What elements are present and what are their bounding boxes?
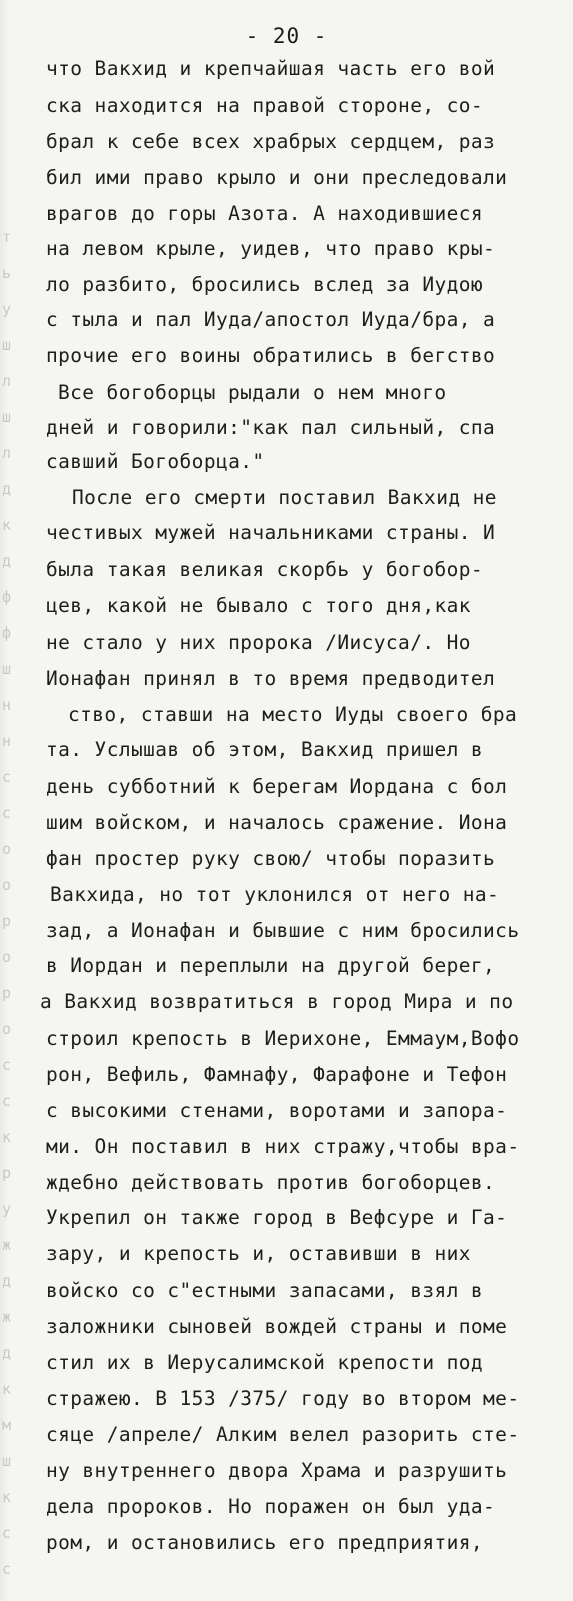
text-line: строил крепость в Иерихоне, Еммаум,Вофо bbox=[46, 1027, 520, 1050]
margin-mark: т bbox=[2, 228, 12, 246]
margin-mark: ж bbox=[2, 1308, 12, 1326]
margin-mark: к bbox=[2, 1488, 12, 1506]
margin-mark: л bbox=[2, 444, 12, 462]
text-line: та. Услышав об этом, Вакхид пришел в bbox=[46, 738, 484, 761]
margin-mark: ш bbox=[2, 660, 12, 678]
margin-mark: у bbox=[2, 300, 12, 318]
text-line: а Вакхид возвратиться в город Мира и по bbox=[40, 990, 514, 1013]
margin-mark: д bbox=[2, 1272, 12, 1290]
text-line: Все богоборцы рыдали о нем много bbox=[58, 381, 447, 404]
text-line: цев, какой не бывало с того дня,как bbox=[46, 594, 471, 617]
margin-mark: о bbox=[2, 948, 12, 966]
text-line: была такая великая скорбь у богобор- bbox=[46, 558, 484, 581]
text-line: дней и говорили:"как пал сильный, спа bbox=[46, 416, 496, 439]
text-line: войско со с"естными запасами, взял в bbox=[46, 1279, 484, 1302]
margin-mark: к bbox=[2, 516, 12, 534]
margin-mark: р bbox=[2, 912, 12, 930]
text-line: фан простер руку свою/ чтобы поразить bbox=[46, 847, 496, 870]
margin-mark: к bbox=[2, 1128, 12, 1146]
text-line: с тыла и пал Иуда/апостол Иуда/бра, а bbox=[46, 308, 496, 331]
text-line: дела пророков. Но поражен он был уда- bbox=[46, 1495, 496, 1518]
text-line: заложники сыновей вождей страны и поме bbox=[46, 1315, 508, 1338]
text-line: савший Богоборца." bbox=[46, 450, 265, 473]
text-line: врагов до горы Азота. А находившиеся bbox=[46, 202, 484, 225]
text-line: ми. Он поставил в них стражу,чтобы вра- bbox=[46, 1135, 520, 1158]
text-line: шим войском, и началось сражение. Иона bbox=[46, 811, 508, 834]
text-line: Вакхида, но тот уклонился от него на- bbox=[50, 883, 500, 906]
margin-mark: у bbox=[2, 1200, 12, 1218]
text-line: прочие его воины обратились в бегство bbox=[46, 344, 496, 367]
margin-mark: ф bbox=[2, 624, 12, 642]
margin-mark: с bbox=[2, 1056, 12, 1074]
margin-mark: о bbox=[2, 1020, 12, 1038]
margin-mark: д bbox=[2, 552, 12, 570]
margin-mark: р bbox=[2, 1164, 12, 1182]
margin-mark: с bbox=[2, 1524, 12, 1542]
text-line: брал к себе всех храбрых сердцем, раз bbox=[46, 130, 496, 153]
text-line: рон, Вефиль, Фамнафу, Фарафоне и Тефон bbox=[46, 1063, 508, 1086]
margin-mark: с bbox=[2, 1092, 12, 1110]
margin-mark: о bbox=[2, 876, 12, 894]
text-line: зару, и крепость и, оставивши в них bbox=[46, 1242, 471, 1265]
text-line: Укрепил он также город в Вефсуре и Га- bbox=[46, 1206, 508, 1229]
text-line: стил их в Иерусалимской крепости под bbox=[46, 1351, 484, 1374]
margin-mark: с bbox=[2, 768, 12, 786]
margin-mark: к bbox=[2, 1380, 12, 1398]
margin-mark: ь bbox=[2, 264, 12, 282]
text-line: сяце /апреле/ Алким велел разорить сте- bbox=[46, 1423, 520, 1446]
margin-mark: н bbox=[2, 732, 12, 750]
margin-mark: м bbox=[2, 1416, 12, 1434]
margin-mark: ш bbox=[2, 408, 12, 426]
text-line: не стало у них пророка /Иисуса/. Но bbox=[46, 631, 471, 654]
margin-mark: ф bbox=[2, 588, 12, 606]
page-number: - 20 - bbox=[245, 24, 328, 48]
text-line: бил ими право крыло и они преследовали bbox=[46, 166, 508, 189]
margin-mark: с bbox=[2, 804, 12, 822]
margin-mark: о bbox=[2, 840, 12, 858]
text-line: зад, а Ионафан и бывшие с ним бросились bbox=[46, 919, 520, 942]
margin-mark: ш bbox=[2, 1452, 12, 1470]
text-line: день субботний к берегам Иордана с бол bbox=[46, 775, 508, 798]
text-line: Ионафан принял в то время предводител bbox=[46, 667, 496, 690]
text-line: на левом крыле, уидев, что право кры- bbox=[46, 237, 496, 260]
text-line: ло разбито, бросились вслед за Иудою bbox=[46, 273, 484, 296]
margin-mark: с bbox=[2, 1560, 12, 1578]
margin-mark: н bbox=[2, 696, 12, 714]
margin-mark: д bbox=[2, 480, 12, 498]
text-line: в Иордан и переплыли на другой берег, bbox=[46, 954, 496, 977]
text-line: После его смерти поставил Вакхид не bbox=[72, 486, 497, 509]
text-line: ство, ставши на место Иуды своего бра bbox=[68, 703, 518, 726]
margin-mark: р bbox=[2, 984, 12, 1002]
margin-mark: ж bbox=[2, 1236, 12, 1254]
text-line: ну внутреннего двора Храма и разрушить bbox=[46, 1459, 508, 1482]
text-line: что Вакхид и крепчайшая часть его вой bbox=[46, 57, 496, 80]
text-line: ждебно действовать против богоборцев. bbox=[46, 1171, 496, 1194]
text-line: ска находится на правой стороне, со- bbox=[46, 94, 484, 117]
text-line: с высокими стенами, воротами и запора- bbox=[46, 1099, 508, 1122]
margin-mark: д bbox=[2, 1344, 12, 1362]
text-line: ром, и остановились его предприятия, bbox=[46, 1531, 484, 1554]
margin-mark: л bbox=[2, 372, 12, 390]
text-line: честивых мужей начальниками страны. И bbox=[46, 521, 496, 544]
text-line: стражею. В 153 /375/ году во втором ме- bbox=[46, 1387, 520, 1410]
margin-mark: ш bbox=[2, 336, 12, 354]
